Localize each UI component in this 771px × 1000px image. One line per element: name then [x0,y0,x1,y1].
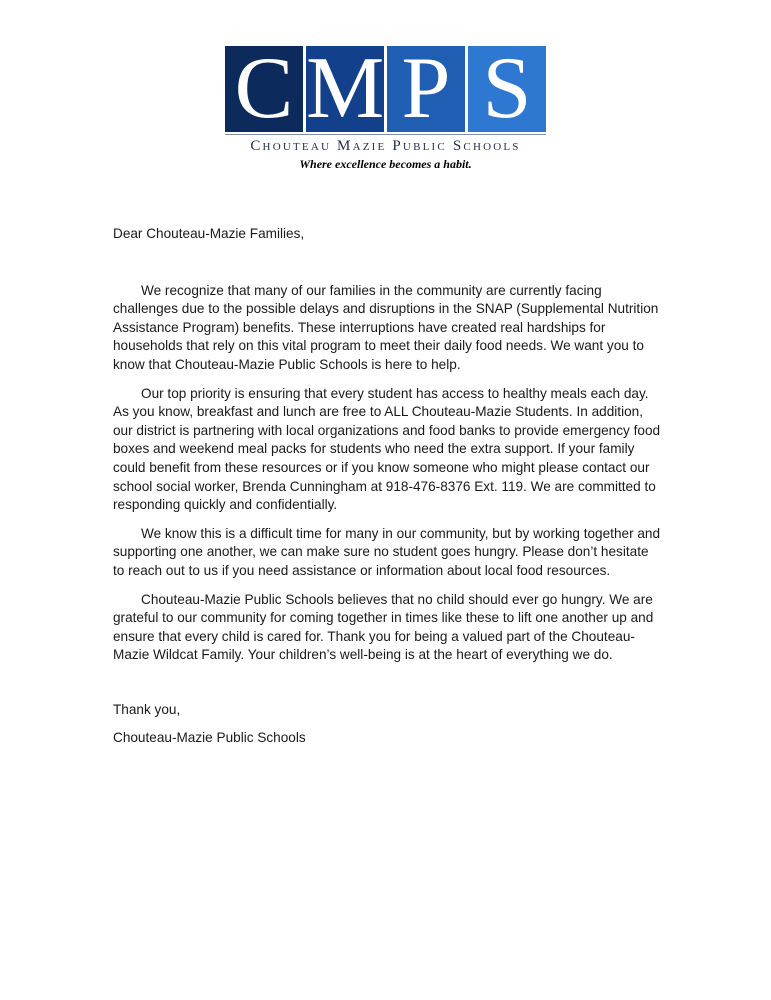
letter-paragraphs [113,282,663,665]
logo-letter-p: P [387,46,465,132]
salutation: Dear Chouteau-Mazie Families, [113,226,305,241]
logo-divider [225,134,546,135]
logo-letter-m: M [306,46,384,132]
logo-letter-s: S [468,46,546,132]
letter-body [113,225,663,758]
signature: Chouteau-Mazie Public Schools [113,730,306,746]
letterhead [0,46,771,172]
paragraph-closing-statement: Chouteau-Mazie Public Schools believes that no child should ever go hungry. We are grateful to our community for coming together in times like these to lift one another up and ensure that every child is cared for. Thank you for being a valued part of the Chouteau-Mazie Wildcat Family. Your children’s well-being is at the heart of everything we do. [113,591,654,663]
closing-thanks: Thank you, [113,701,181,717]
school-motto: Where excellence becomes a habit. [299,157,472,171]
letter-closing [113,701,663,748]
cmps-logo [0,46,771,132]
school-name: Chouteau Mazie Public Schools [250,138,521,154]
paragraph-community-support: We know this is a difficult time for many in our community, but by working together and supporting one another, we can make sure no student goes hungry. Please don’t hesitate to reach out to us if you need assistance or information about local food resources. [113,525,661,578]
logo-letter-c: C [225,46,303,132]
paragraph-meal-resources: Our top priority is ensuring that every student has access to healthy meals each day. As you know, breakfast and lunch are free to ALL Chouteau-Mazie Students. In addition, our district is partnering with local organizations and food banks to provide emergency food boxes and weekend meal packs for students who need the extra support. If your family could benefit from these resources or if you know someone who might please contact our school social worker, Brenda Cunningham at 918-476-8376 Ext. 119. We are committed to responding quickly and confidentially. [113,385,661,513]
paragraph-snap-disruptions: We recognize that many of our families in the community are currently facing challenges due to the possible delays and disruptions in the SNAP (Supplemental Nutrition Assistance Program) benefits. These interruptions have created real hardships for households that rely on this vital program to meet their daily food needs. We want you to know that Chouteau-Mazie Public Schools is here to help. [113,282,659,372]
